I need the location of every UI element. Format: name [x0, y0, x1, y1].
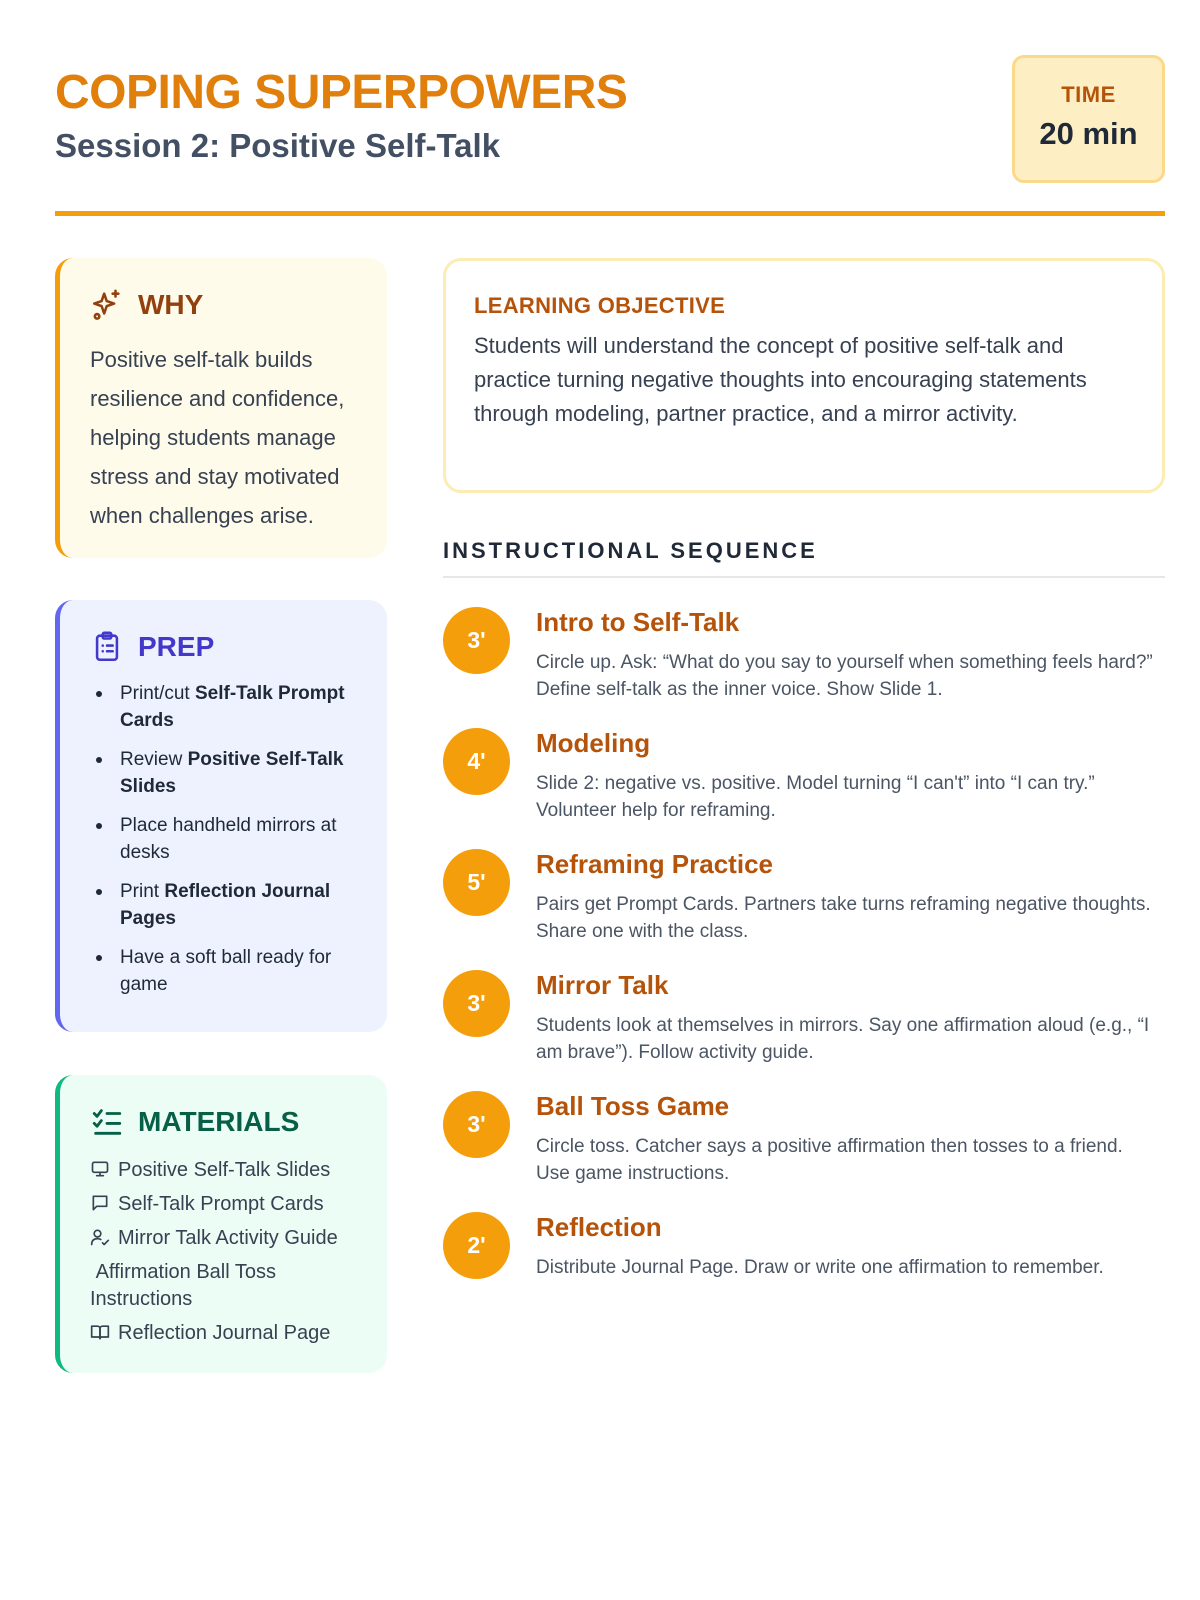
prep-item: Review Positive Self-Talk Slides	[94, 746, 366, 800]
sequence-step	[443, 607, 1165, 717]
prep-item: Print/cut Self-Talk Prompt Cards	[94, 680, 366, 734]
learning-objective-card	[443, 258, 1165, 493]
checklist-icon	[90, 1105, 124, 1139]
material-item: Self-Talk Prompt Cards	[90, 1191, 375, 1218]
sequence-step	[443, 728, 1165, 838]
sparkles-icon	[90, 288, 124, 322]
clipboard-list-icon	[90, 630, 124, 664]
time-badge	[1012, 55, 1165, 183]
prep-list	[94, 680, 366, 1010]
step-title: Reframing Practice	[536, 849, 773, 879]
monitor-icon	[90, 1159, 110, 1179]
material-item: Positive Self-Talk Slides	[90, 1157, 375, 1184]
why-card-header	[90, 288, 203, 322]
time-value: 20 min	[1039, 116, 1138, 151]
step-minutes-badge: 5'	[443, 849, 510, 916]
prep-title: PREP	[138, 631, 215, 662]
user-check-icon	[90, 1227, 110, 1247]
objective-text: Students will understand the concept of positive self-talk and practice turning negative thoughts into encouraging statements through modeling, partner practice, and a mirror activity.	[474, 333, 1087, 426]
header-divider	[55, 211, 1165, 216]
sequence-step	[443, 1212, 1165, 1322]
prep-item: Place handheld mirrors at desks	[94, 812, 366, 866]
step-minutes-badge: 4'	[443, 728, 510, 795]
material-item: Affirmation Ball Toss Instructions	[90, 1261, 277, 1310]
time-label: TIME	[1061, 82, 1116, 107]
sequence-step	[443, 849, 1165, 959]
step-description: Circle up. Ask: “What do you say to yourself when something feels hard?” Define self-talk as the inner voice. Show Slide 1.	[536, 652, 1153, 700]
step-description: Distribute Journal Page. Draw or write one affirmation to remember.	[536, 1257, 1104, 1278]
prep-card	[55, 600, 387, 1032]
message-square-icon	[90, 1193, 110, 1213]
book-open-icon	[90, 1322, 110, 1342]
material-item: Reflection Journal Page	[90, 1320, 375, 1347]
why-card	[55, 258, 387, 558]
page-header	[55, 55, 1165, 215]
why-text: Positive self-talk builds resilience and confidence, helping students manage stress and stay motivated when challenges arise.	[90, 347, 345, 528]
sequence-divider	[443, 576, 1165, 578]
step-minutes-badge: 3'	[443, 1091, 510, 1158]
step-title: Intro to Self-Talk	[536, 607, 740, 637]
step-minutes-badge: 3'	[443, 607, 510, 674]
sequence-step	[443, 1091, 1165, 1201]
prep-item: Have a soft ball ready for game	[94, 944, 366, 998]
materials-card	[55, 1075, 387, 1373]
step-description: Slide 2: negative vs. positive. Model turning “I can't” into “I can try.” Volunteer help for reframing.	[536, 773, 1095, 821]
step-title: Mirror Talk	[536, 970, 669, 1000]
step-minutes-badge: 2'	[443, 1212, 510, 1279]
page-title: COPING SUPERPOWERS	[55, 66, 628, 119]
step-title: Ball Toss Game	[536, 1091, 730, 1121]
materials-list	[90, 1157, 375, 1354]
page-subtitle: Session 2: Positive Self-Talk	[55, 127, 501, 164]
step-minutes-badge: 3'	[443, 970, 510, 1037]
prep-card-header	[90, 630, 214, 664]
materials-card-header	[90, 1105, 299, 1139]
step-description: Pairs get Prompt Cards. Partners take turns reframing negative thoughts. Share one with the class.	[536, 894, 1151, 942]
prep-item: Print Reflection Journal Pages	[94, 878, 366, 932]
sequence-step	[443, 970, 1165, 1080]
step-description: Students look at themselves in mirrors. Say one affirmation aloud (e.g., “I am brave”). Follow activity guide.	[536, 1015, 1150, 1063]
why-title: WHY	[138, 289, 204, 320]
material-item: Mirror Talk Activity Guide	[90, 1225, 375, 1252]
materials-title: MATERIALS	[138, 1106, 300, 1137]
objective-label: LEARNING OBJECTIVE	[474, 293, 726, 318]
step-description: Circle toss. Catcher says a positive affirmation then tosses to a friend. Use game instructions.	[536, 1136, 1123, 1184]
sequence-heading: INSTRUCTIONAL SEQUENCE	[443, 538, 818, 563]
step-title: Modeling	[536, 728, 651, 758]
step-title: Reflection	[536, 1212, 662, 1242]
